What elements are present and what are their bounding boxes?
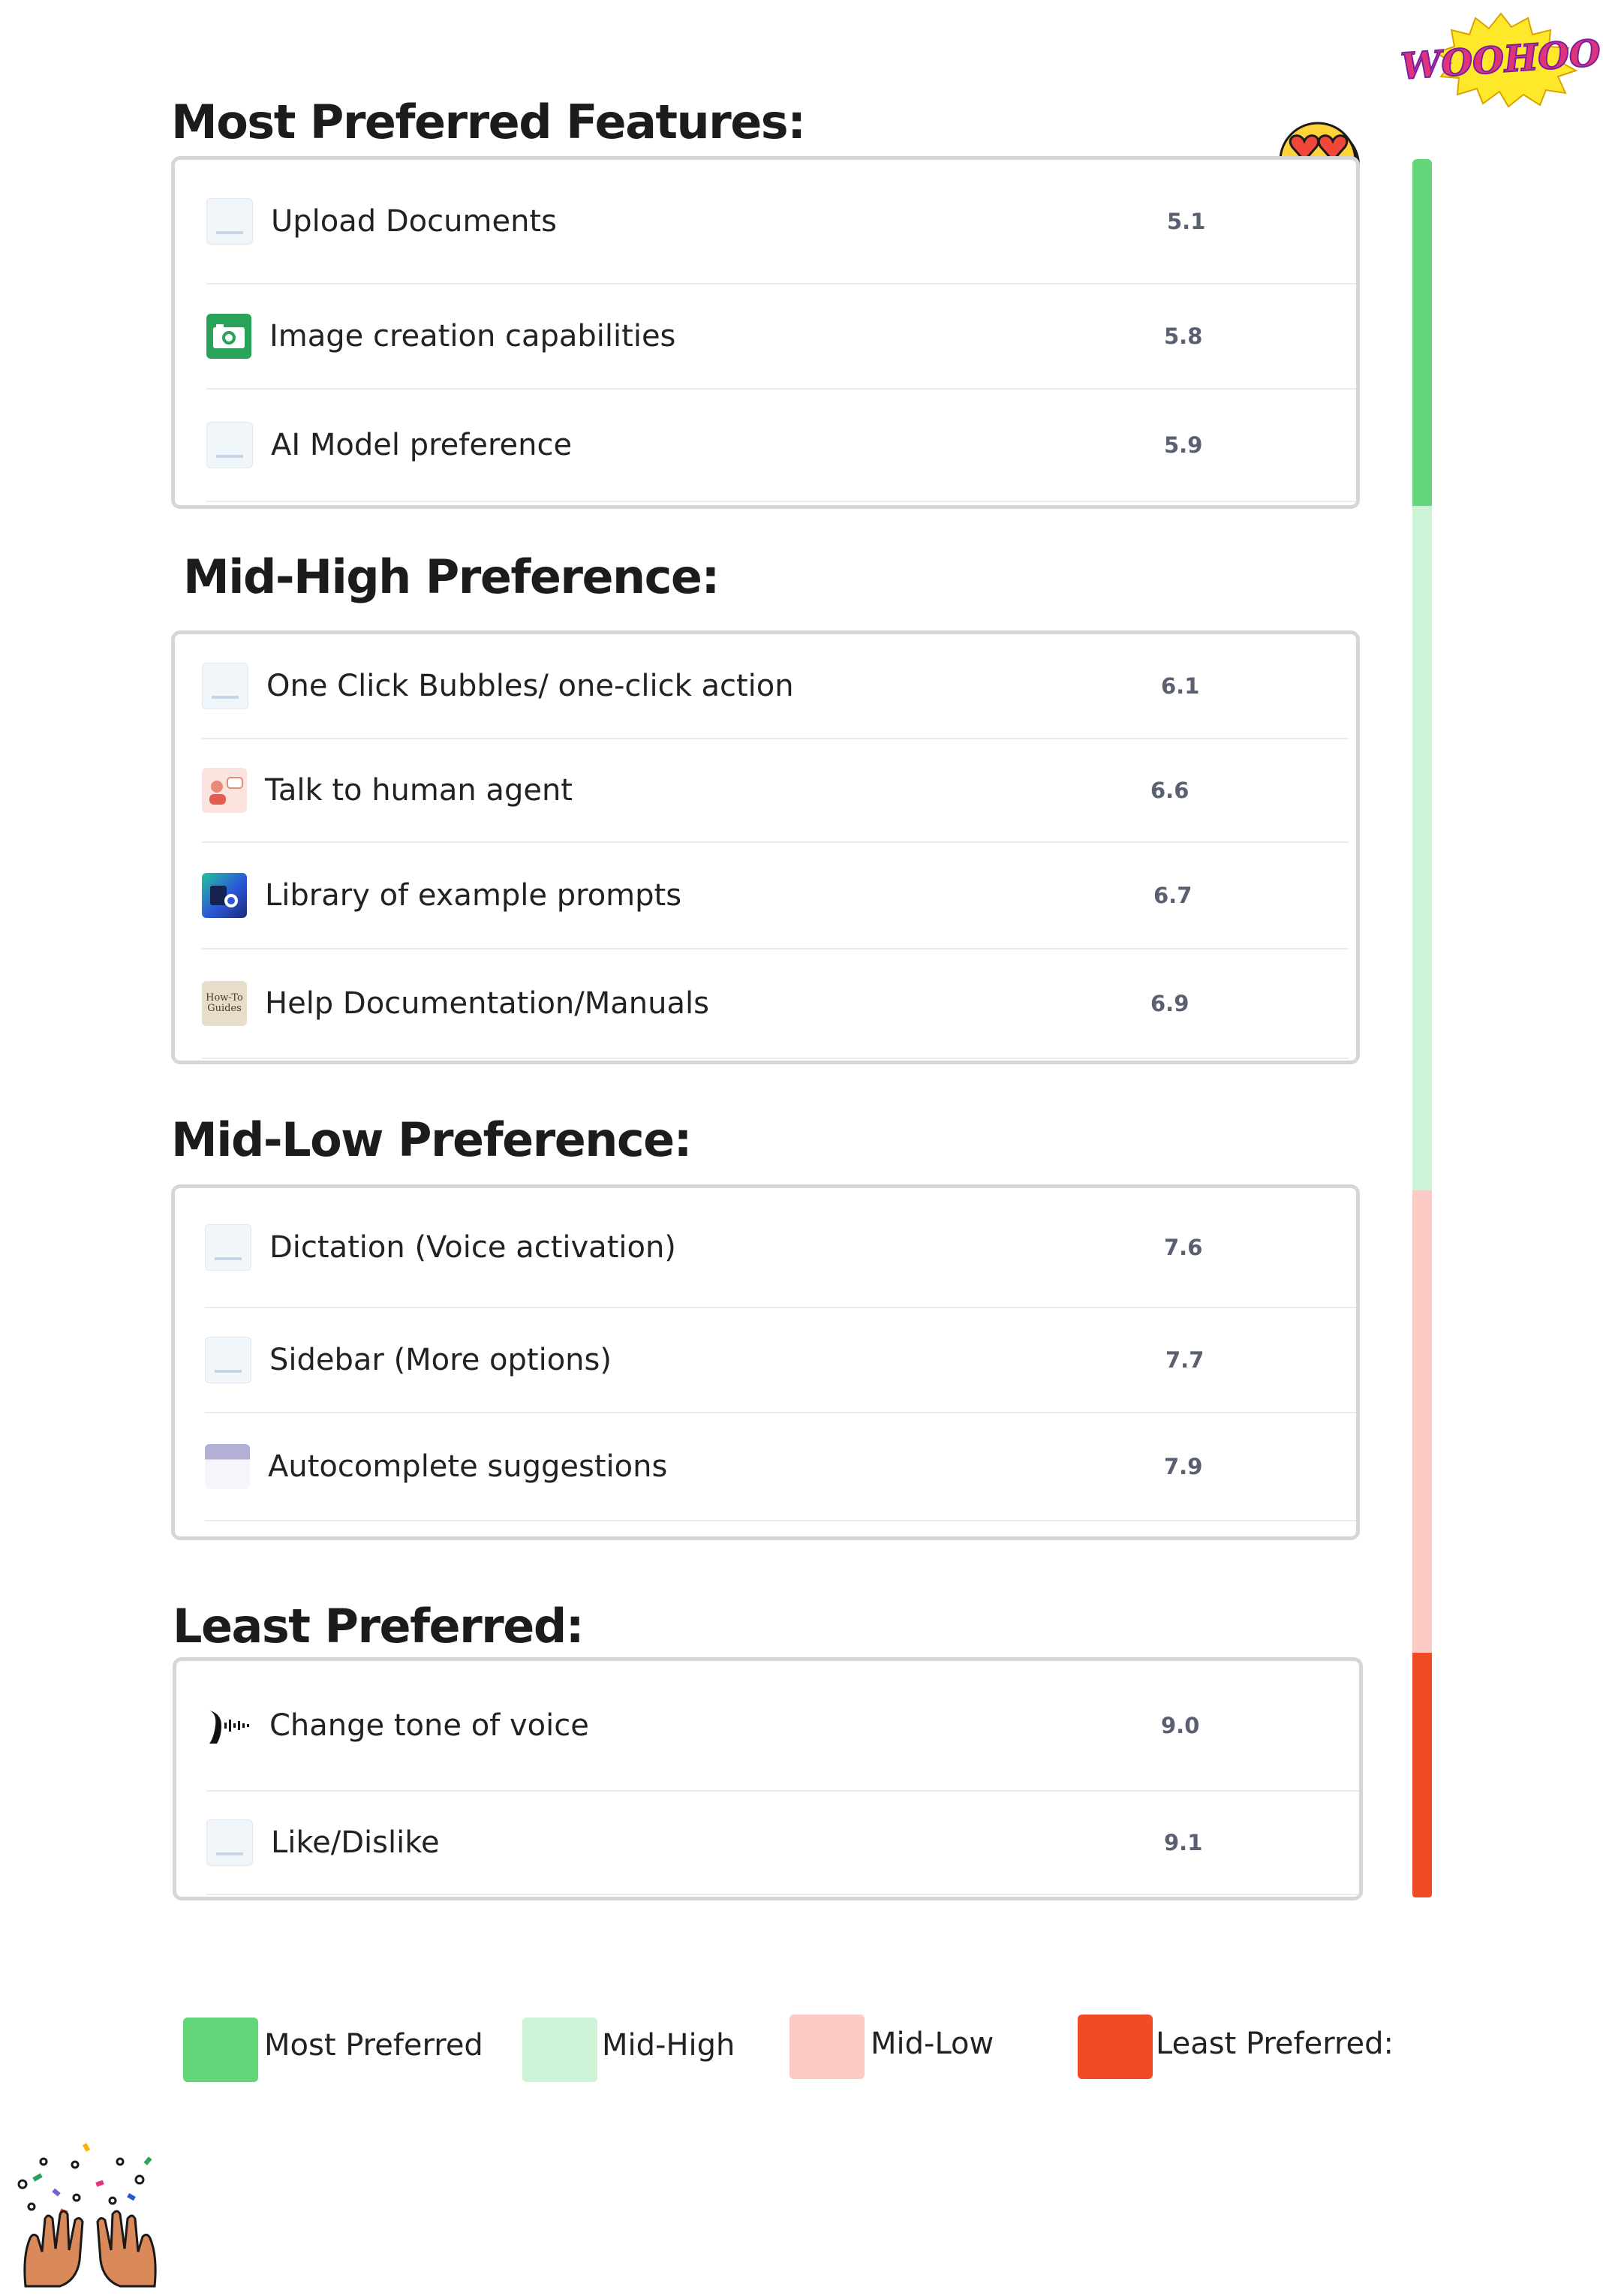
list-item xyxy=(206,390,1356,502)
mid-low-card xyxy=(171,1184,1360,1540)
section-title-least-preferred: Least Preferred: xyxy=(173,1599,583,1654)
bubbles-screenshot-icon xyxy=(202,663,248,709)
item-label: One Click Bubbles/ one-click action xyxy=(266,669,794,703)
woohoo-text: WOOHOO xyxy=(1399,32,1602,89)
item-score: 5.1 xyxy=(1167,209,1206,234)
mid-high-card xyxy=(171,630,1360,1064)
celebration-hands-icon xyxy=(8,2117,173,2289)
bar-mid-high xyxy=(1412,506,1432,1190)
legend-swatch-least xyxy=(1078,2015,1153,2079)
list-item xyxy=(202,739,1349,843)
list-item xyxy=(202,949,1349,1059)
item-label: Change tone of voice xyxy=(269,1708,589,1743)
voice-waveform-icon xyxy=(206,1703,251,1748)
like-dislike-screenshot-icon xyxy=(206,1819,253,1866)
dictation-screenshot-icon xyxy=(205,1224,251,1271)
legend-swatch-mid-high xyxy=(522,2018,597,2082)
bar-most-preferred xyxy=(1412,159,1432,506)
legend-swatch-mid-low xyxy=(789,2015,865,2079)
item-label: AI Model preference xyxy=(271,428,573,462)
item-score: 9.0 xyxy=(1161,1713,1200,1738)
section-title-mid-low: Mid-Low Preference: xyxy=(171,1112,691,1167)
list-item xyxy=(202,634,1349,739)
item-label: Autocomplete suggestions xyxy=(268,1449,668,1484)
legend-swatch-most xyxy=(183,2018,258,2082)
item-score: 5.8 xyxy=(1164,323,1203,349)
autocomplete-screenshot-icon xyxy=(205,1444,250,1489)
item-label: Help Documentation/Manuals xyxy=(265,986,709,1021)
list-item xyxy=(205,1413,1356,1521)
item-score: 6.9 xyxy=(1150,991,1189,1016)
list-item xyxy=(205,1188,1356,1308)
list-item xyxy=(202,843,1349,949)
list-item xyxy=(206,1661,1359,1792)
item-score: 7.7 xyxy=(1165,1347,1205,1373)
model-screenshot-icon xyxy=(206,422,253,468)
item-label: Dictation (Voice activation) xyxy=(269,1230,676,1265)
bar-least-preferred xyxy=(1412,1653,1432,1897)
how-to-guides-icon xyxy=(202,981,247,1026)
document-thumbnail-icon xyxy=(206,198,253,245)
most-preferred-card xyxy=(171,156,1360,509)
item-label: Talk to human agent xyxy=(265,773,573,808)
image-camera-icon xyxy=(206,314,251,359)
legend-label-least: Least Preferred: xyxy=(1156,2027,1394,2061)
item-score: 5.9 xyxy=(1164,432,1203,458)
item-score: 6.6 xyxy=(1150,778,1189,803)
list-item xyxy=(206,1792,1359,1895)
list-item xyxy=(205,1308,1356,1413)
legend-label-mid-high: Mid-High xyxy=(602,2028,735,2063)
bar-mid-low xyxy=(1412,1190,1432,1653)
least-preferred-card xyxy=(173,1657,1363,1900)
item-score: 7.9 xyxy=(1164,1454,1203,1479)
item-score: 9.1 xyxy=(1164,1830,1203,1855)
item-label: Library of example prompts xyxy=(265,878,682,913)
item-label: Like/Dislike xyxy=(271,1825,440,1860)
item-score: 6.1 xyxy=(1161,673,1200,699)
list-item xyxy=(206,160,1356,284)
item-score: 6.7 xyxy=(1153,883,1192,908)
legend-label-most: Most Preferred xyxy=(264,2028,483,2063)
item-label: Image creation capabilities xyxy=(269,319,676,354)
section-title-mid-high: Mid-High Preference: xyxy=(183,549,719,604)
item-label: Sidebar (More options) xyxy=(269,1343,612,1377)
section-title-most-preferred: Most Preferred Features: xyxy=(171,95,805,149)
item-score: 7.6 xyxy=(1164,1235,1203,1260)
list-item xyxy=(206,284,1356,390)
how-to-guides-text: How-To Guides xyxy=(206,992,243,1014)
legend-label-mid-low: Mid-Low xyxy=(871,2027,994,2061)
item-label: Upload Documents xyxy=(271,204,557,239)
human-agent-icon xyxy=(202,768,247,813)
woohoo-sticker xyxy=(1399,11,1602,108)
sidebar-screenshot-icon xyxy=(205,1337,251,1383)
prompt-library-icon xyxy=(202,873,247,918)
